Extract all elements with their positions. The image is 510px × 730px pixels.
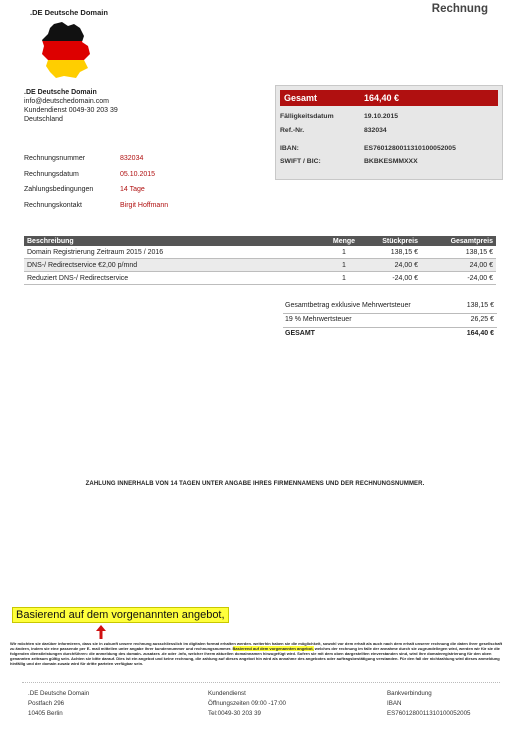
ref-label: Ref.-Nr. bbox=[280, 127, 305, 134]
small-print-paragraph-1: Wir möchten sie darüber informieren, dass sie in zukunft unsere rechnung ausschliesslich im digitalen format erhalten werden. weiterhin haben sie die möglichkeit, sowohl vor dem erhalt als auch nach dem erhalt unserer rechnung die daten ihrer gesellschaft zu ändern, indem sie eine passende per E- mail mitteilen unter angabe ihrer kundennummer und rechnungsnummer. bbox=[10, 641, 503, 651]
col-header-unit-price: Stückpreis bbox=[366, 236, 421, 246]
item-quantity: 1 bbox=[322, 259, 366, 272]
footer-line: Postfach 296 bbox=[28, 700, 65, 707]
footer-line: Öffnungszeiten 09:00 -17:00 bbox=[208, 700, 286, 707]
col-header-total-price: Gesamtpreis bbox=[421, 236, 496, 246]
swift-value: BKBKESMMXXX bbox=[364, 158, 418, 165]
item-unit-price: 24,00 € bbox=[366, 259, 421, 272]
sender-phone: Kundendienst 0049-30 203 39 bbox=[24, 107, 118, 114]
footer-bank bbox=[387, 689, 471, 719]
iban-value: ES7601280011310100052005 bbox=[364, 145, 456, 152]
grand-total-label: GESAMT bbox=[285, 330, 315, 337]
swift-label: SWIFT / BIC: bbox=[280, 158, 321, 165]
footer-line: Tel:0049-30 203 39 bbox=[208, 710, 261, 717]
grand-total-row bbox=[283, 328, 497, 341]
sender-email: info@deutschedomain.com bbox=[24, 98, 109, 105]
line-items-table bbox=[24, 236, 496, 285]
meta-label: Rechnungsnummer bbox=[24, 155, 86, 162]
subtotal-label: Gesamtbetrag exklusive Mehrwertsteuer bbox=[285, 302, 411, 309]
grand-total-value: 164,40 € bbox=[466, 330, 494, 337]
highlighted-annotation: Basierend auf dem vorgenannten angebot, bbox=[12, 607, 229, 623]
sender-country: Deutschland bbox=[24, 116, 63, 123]
item-quantity: 1 bbox=[322, 272, 366, 285]
footer-divider bbox=[22, 682, 500, 683]
payment-terms-notice: ZAHLUNG INNERHALB VON 14 TAGEN UNTER ANGABE IHRES FIRMENNAMENS UND DER RECHNUNGSNUMMER. bbox=[85, 481, 425, 487]
footer-line: .DE Deutsche Domain bbox=[28, 690, 90, 697]
iban-label: IBAN: bbox=[280, 145, 299, 152]
meta-label: Rechnungsdatum bbox=[24, 170, 79, 178]
col-header-description: Beschreibung bbox=[24, 236, 322, 246]
item-unit-price: 138,15 € bbox=[366, 246, 421, 259]
item-total-price: 138,15 € bbox=[421, 246, 496, 259]
germany-flag-map-icon bbox=[40, 22, 92, 78]
total-summary-box bbox=[275, 85, 503, 180]
item-description: Domain Registrierung Zeitraum 2015 / 2016 bbox=[24, 246, 322, 259]
vat-row bbox=[283, 314, 497, 328]
small-print-text bbox=[10, 641, 504, 666]
meta-label: Zahlungsbedingungen bbox=[24, 186, 94, 193]
subtotal-row bbox=[283, 300, 497, 314]
footer-line: 10405 Berlin bbox=[28, 710, 63, 717]
footer-company bbox=[28, 689, 89, 719]
brand-name: .DE Deutsche Domain bbox=[30, 8, 108, 17]
small-print-highlight: Basierend auf dem vorgenannten angebot, bbox=[232, 646, 314, 651]
totals-summary bbox=[283, 300, 497, 341]
table-row bbox=[24, 272, 496, 285]
footer-line: Bankverbindung bbox=[387, 690, 432, 697]
subtotal-value: 138,15 € bbox=[466, 302, 494, 309]
total-amount: 164,40 € bbox=[364, 93, 400, 103]
invoice-contact: Birgit Hoffmann bbox=[120, 201, 169, 209]
vat-value: 26,25 € bbox=[470, 316, 494, 323]
ref-value: 832034 bbox=[364, 127, 387, 134]
item-description: Reduziert DNS-/ Redirectservice bbox=[24, 272, 322, 285]
invoice-date: 05.10.2015 bbox=[120, 170, 156, 178]
footer-line: IBAN bbox=[387, 700, 402, 707]
due-date-value: 19.10.2015 bbox=[364, 113, 399, 120]
footer-support bbox=[208, 689, 286, 719]
table-header-row bbox=[24, 236, 496, 246]
vat-label: 19 % Mehrwertsteuer bbox=[285, 316, 352, 323]
footer-line: Kundendienst bbox=[208, 690, 246, 697]
invoice-number: 832034 bbox=[120, 155, 144, 162]
small-print-paragraph-2: welches der rechnung im falle der annahme durch sie zugrundeliegen wird, werden wir für sie die folgenden dienstleistungen durchführen: die anmeldung des domain- zusatzes .de oder .info, welcher ihrem aktuellen domainnamen hinzugefügt wird. Sofern sie mit dem oben dargestellten einverstanden sind, wird ihre domainregistrierung für den oben genannten zeitraum gültig sein. Achten sie bitte darauf. Dies ist ein angebot und keine rechnung, die zahlung auf dieses angebot hin wird als annahme des angebotes oder auftragsbestätigung verstanden. bbox=[10, 646, 500, 661]
due-date-label: Fälligkeitsdatum bbox=[280, 113, 334, 120]
document-title: Rechnung bbox=[431, 3, 488, 15]
table-row bbox=[24, 246, 496, 259]
item-description: DNS-/ Redirectservice €2,00 p/mnd bbox=[24, 259, 322, 272]
arrow-up-icon bbox=[96, 625, 106, 639]
meta-label: Rechnungskontakt bbox=[24, 201, 82, 209]
item-total-price: -24,00 € bbox=[421, 272, 496, 285]
item-quantity: 1 bbox=[322, 246, 366, 259]
sender-address bbox=[24, 88, 118, 124]
item-total-price: 24,00 € bbox=[421, 259, 496, 272]
total-label: Gesamt bbox=[284, 93, 318, 103]
sender-company: .DE Deutsche Domain bbox=[24, 89, 97, 96]
table-row bbox=[24, 259, 496, 272]
col-header-quantity: Menge bbox=[322, 236, 366, 246]
footer-line: ES7601280011310100052005 bbox=[387, 710, 471, 717]
small-print-paragraph-3: Für den fall der nichtzahlung wird dieses anmeldung hinfällig und der domain zusatz wird für dritte parteien verfügbar sein. bbox=[10, 656, 500, 666]
payment-terms-value: 14 Tage bbox=[120, 186, 145, 193]
item-unit-price: -24,00 € bbox=[366, 272, 421, 285]
total-header bbox=[280, 90, 498, 106]
